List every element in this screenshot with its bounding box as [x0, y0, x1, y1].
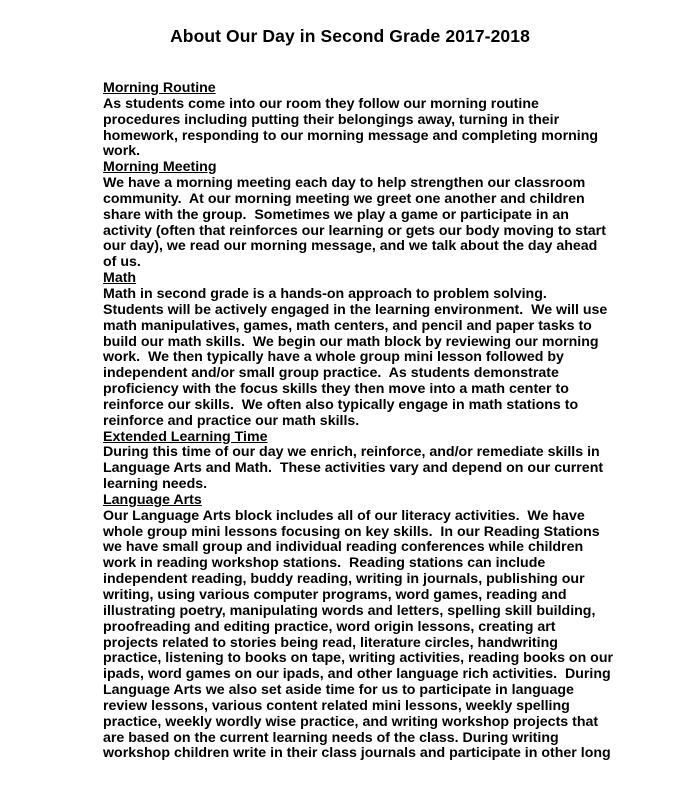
body-line: Language Arts we also set aside time for us to participate in language	[103, 682, 574, 699]
section-heading: Language Arts	[103, 491, 202, 508]
body-line: workshop children write in their class journals and participate in other long	[103, 745, 611, 762]
section-heading: Morning Routine	[103, 80, 216, 96]
section-morning-meeting	[103, 160, 693, 271]
body-line: procedures including putting their belongings away, turning in their	[103, 111, 560, 128]
section-heading: Morning Meeting	[103, 159, 217, 176]
document-body	[103, 81, 693, 762]
section-heading: Math	[103, 270, 137, 287]
body-line: illustrating poetry, manipulating words and letters, spelling skill building,	[103, 602, 596, 619]
body-line: build our math skills. We begin our math block by reviewing our morning	[103, 333, 599, 350]
section-morning-routine	[103, 81, 693, 160]
body-line: whole group mini lessons focusing on key skills. In our Reading Stations	[103, 523, 600, 540]
body-line: share with the group. Sometimes we play a game or participate in an	[103, 206, 569, 223]
document-title: About Our Day in Second Grade 2017-2018	[170, 26, 530, 46]
body-line: work.	[103, 143, 141, 160]
body-line: proofreading and editing practice, word origin lessons, creating art	[103, 618, 556, 635]
body-line: work in reading workshop stations. Reading stations can include	[103, 555, 546, 572]
section-heading: Extended Learning Time	[103, 428, 268, 445]
body-line: learning needs.	[103, 476, 208, 493]
section-math	[103, 271, 693, 429]
body-line: As students come into our room they follow our morning routine	[103, 95, 539, 112]
section-language-arts	[103, 493, 693, 762]
body-line: projects related to stories being read, literature circles, handwriting	[103, 634, 558, 651]
body-line: are based on the current learning needs of the class. During writing	[103, 729, 559, 746]
body-line: independent reading, buddy reading, writing in journals, publishing our	[103, 571, 585, 588]
body-line: reinforce our skills. We often also typically engage in math stations to	[103, 396, 579, 413]
body-line: During this time of our day we enrich, reinforce, and/or remediate skills in	[103, 444, 600, 461]
body-line: our day), we read our morning message, and we talk about the day ahead	[103, 238, 598, 255]
body-line: writing, using various computer programs, word games, reading and	[103, 587, 567, 603]
body-line: We have a morning meeting each day to help strengthen our classroom	[103, 175, 586, 192]
body-line: practice, listening to books on tape, writing activities, reading books on our	[103, 650, 614, 667]
body-line: ipads, word games on our ipads, and other language rich activities. During	[103, 666, 611, 683]
body-line: community. At our morning meeting we greet one another and children	[103, 190, 585, 207]
body-line: of us.	[103, 254, 141, 271]
body-line: math manipulatives, games, math centers, and pencil and paper tasks to	[103, 317, 592, 334]
section-extended-learning-time	[103, 430, 693, 493]
body-line: work. We then typically have a whole group mini lesson followed by	[103, 349, 564, 366]
body-line: practice, weekly wordly wise practice, and writing workshop projects that	[103, 713, 599, 730]
body-line: Students will be actively engaged in the learning environment. We will use	[103, 301, 608, 318]
body-line: homework, responding to our morning message and completing morning	[103, 127, 599, 144]
body-line: review lessons, various content related mini lessons, weekly spelling	[103, 697, 570, 714]
body-line: Our Language Arts block includes all of our literacy activities. We have	[103, 507, 585, 524]
body-line: Language Arts and Math. These activities vary and depend on our current	[103, 460, 604, 477]
body-line: reinforce and practice our math skills.	[103, 412, 360, 429]
body-line: independent and/or small group practice. As students demonstrate	[103, 365, 559, 382]
body-line: we have small group and individual reading conferences while children	[103, 539, 584, 556]
body-line: proficiency with the focus skills they then move into a math center to	[103, 381, 569, 398]
body-line: Math in second grade is a hands-on approach to problem solving.	[103, 285, 547, 302]
body-line: activity (often that reinforces our learning or gets our body moving to start	[103, 222, 606, 239]
